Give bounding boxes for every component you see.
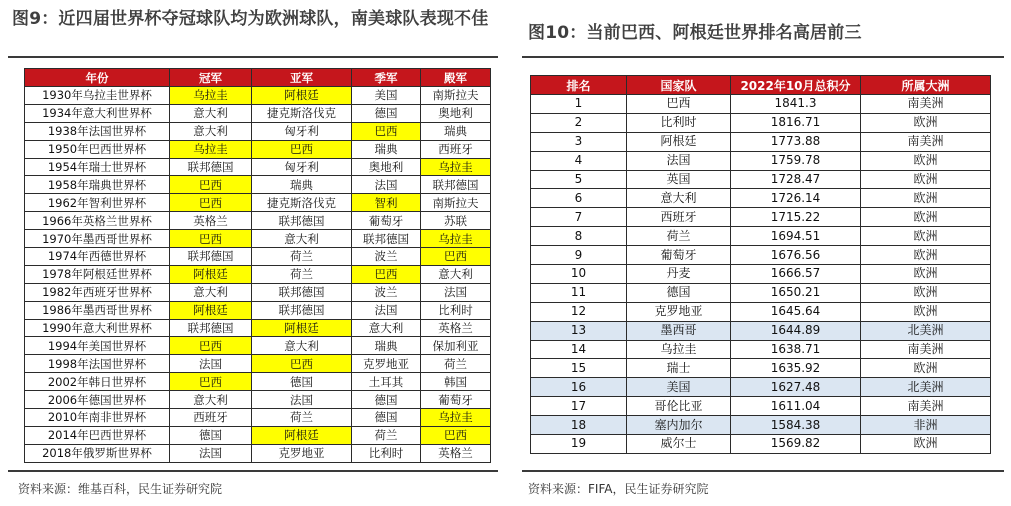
- table-cell: 6: [531, 189, 627, 208]
- table-cell: 11: [531, 283, 627, 302]
- table-cell: 葡萄牙: [627, 246, 731, 265]
- table-cell: 墨西哥: [627, 321, 731, 340]
- table-cell: 德国: [352, 391, 421, 409]
- table-cell: 1934年意大利世界杯: [25, 104, 170, 122]
- fifa-ranking-table: [530, 75, 991, 454]
- table-cell: 欧洲: [861, 359, 991, 378]
- table-cell: 欧洲: [861, 113, 991, 132]
- table-cell: 联邦德国: [252, 212, 352, 230]
- table-cell: 1773.88: [731, 132, 861, 151]
- table-row: [531, 359, 991, 378]
- table-row: [531, 227, 991, 246]
- table-cell: 捷克斯洛伐克: [252, 104, 352, 122]
- table-cell: 1611.04: [731, 397, 861, 416]
- top-divider: [522, 56, 1004, 58]
- table-cell: 1958年瑞典世界杯: [25, 176, 170, 194]
- table-row: [25, 373, 491, 391]
- table-cell: 意大利: [352, 319, 421, 337]
- table-cell: 5: [531, 170, 627, 189]
- column-header: 冠军: [170, 69, 252, 87]
- column-header: 2022年10月总积分: [731, 76, 861, 95]
- table-header-row: [531, 76, 991, 95]
- table-cell: 塞内加尔: [627, 416, 731, 435]
- table-row: [25, 104, 491, 122]
- table-cell: 17: [531, 397, 627, 416]
- table-cell: 意大利: [627, 189, 731, 208]
- table-cell: 联邦德国: [421, 176, 491, 194]
- table-row: [531, 435, 991, 454]
- table-cell: 法国: [252, 391, 352, 409]
- table-cell: 南美洲: [861, 132, 991, 151]
- table-cell: 联邦德国: [170, 319, 252, 337]
- table-cell: 欧洲: [861, 208, 991, 227]
- table-cell: 英国: [627, 170, 731, 189]
- table-cell: 瑞典: [252, 176, 352, 194]
- table-cell: 荷兰: [421, 355, 491, 373]
- column-header: 国家队: [627, 76, 731, 95]
- table-cell: 葡萄牙: [352, 212, 421, 230]
- bottom-divider: [522, 470, 1004, 472]
- table-cell: 1638.71: [731, 340, 861, 359]
- column-header: 所属大洲: [861, 76, 991, 95]
- table-cell: 瑞典: [352, 337, 421, 355]
- table-cell: 法国: [352, 176, 421, 194]
- table-cell: 3: [531, 132, 627, 151]
- table-row: [25, 230, 491, 248]
- table-cell: 8: [531, 227, 627, 246]
- table-row: [25, 87, 491, 105]
- table-cell: 法国: [627, 151, 731, 170]
- table-cell: 巴西: [352, 265, 421, 283]
- table-cell: 1569.82: [731, 435, 861, 454]
- table-cell: 1728.47: [731, 170, 861, 189]
- table-cell: 14: [531, 340, 627, 359]
- table-cell: 2014年巴西世界杯: [25, 426, 170, 444]
- table-cell: 奥地利: [352, 158, 421, 176]
- table-row: [531, 170, 991, 189]
- table-cell: 美国: [627, 378, 731, 397]
- table-cell: 阿根廷: [252, 319, 352, 337]
- table-cell: 1816.71: [731, 113, 861, 132]
- table-cell: 南美洲: [861, 95, 991, 114]
- table-cell: 1694.51: [731, 227, 861, 246]
- table-cell: 1938年法国世界杯: [25, 122, 170, 140]
- table-cell: 克罗地亚: [252, 444, 352, 462]
- table-cell: 1990年意大利世界杯: [25, 319, 170, 337]
- table-cell: 波兰: [352, 283, 421, 301]
- table-cell: 巴西: [170, 337, 252, 355]
- table-cell: 匈牙利: [252, 122, 352, 140]
- table-cell: 13: [531, 321, 627, 340]
- table-cell: 16: [531, 378, 627, 397]
- table-cell: 北美洲: [861, 378, 991, 397]
- table-row: [25, 140, 491, 158]
- table-cell: 巴西: [352, 122, 421, 140]
- table-row: [531, 151, 991, 170]
- table-cell: 南斯拉夫: [421, 87, 491, 105]
- table-cell: 意大利: [170, 104, 252, 122]
- table-row: [25, 319, 491, 337]
- table-row: [25, 283, 491, 301]
- column-header: 季军: [352, 69, 421, 87]
- table-row: [531, 265, 991, 284]
- table-cell: 乌拉圭: [421, 158, 491, 176]
- table-cell: 1: [531, 95, 627, 114]
- table-row: [531, 378, 991, 397]
- table-row: [25, 355, 491, 373]
- table-cell: 意大利: [252, 337, 352, 355]
- table-cell: 巴西: [170, 230, 252, 248]
- table-cell: 荷兰: [352, 426, 421, 444]
- table-cell: 德国: [252, 373, 352, 391]
- table-cell: 比利时: [352, 444, 421, 462]
- table-cell: 意大利: [421, 265, 491, 283]
- table-cell: 德国: [627, 283, 731, 302]
- table-cell: 10: [531, 265, 627, 284]
- table-row: [25, 444, 491, 462]
- column-header: 排名: [531, 76, 627, 95]
- table-cell: 1676.56: [731, 246, 861, 265]
- table-cell: 威尔士: [627, 435, 731, 454]
- table-cell: 荷兰: [627, 227, 731, 246]
- table-cell: 1635.92: [731, 359, 861, 378]
- table-cell: 西班牙: [627, 208, 731, 227]
- table-cell: 联邦德国: [170, 248, 252, 266]
- table-cell: 阿根廷: [252, 87, 352, 105]
- table-cell: 欧洲: [861, 265, 991, 284]
- table-row: [25, 212, 491, 230]
- table-cell: 1954年瑞士世界杯: [25, 158, 170, 176]
- table-cell: 比利时: [421, 301, 491, 319]
- table-cell: 乌拉圭: [627, 340, 731, 359]
- table-cell: 15: [531, 359, 627, 378]
- table-cell: 1650.21: [731, 283, 861, 302]
- table-cell: 荷兰: [252, 409, 352, 427]
- table-cell: 意大利: [170, 391, 252, 409]
- table-cell: 1994年美国世界杯: [25, 337, 170, 355]
- table-cell: 欧洲: [861, 435, 991, 454]
- figure-9-title: 图9：近四届世界杯夺冠球队均为欧洲球队，南美球队表现不佳: [12, 9, 489, 29]
- table-cell: 1962年智利世界杯: [25, 194, 170, 212]
- table-cell: 联邦德国: [252, 301, 352, 319]
- table-cell: 1666.57: [731, 265, 861, 284]
- table-row: [531, 340, 991, 359]
- table-cell: 欧洲: [861, 283, 991, 302]
- table-cell: 7: [531, 208, 627, 227]
- table-row: [531, 246, 991, 265]
- table-cell: 欧洲: [861, 189, 991, 208]
- source-note: 资料来源：FIFA，民生证券研究院: [528, 482, 709, 496]
- table-cell: 奥地利: [421, 104, 491, 122]
- table-cell: 1966年英格兰世界杯: [25, 212, 170, 230]
- table-cell: 欧洲: [861, 302, 991, 321]
- table-cell: 9: [531, 246, 627, 265]
- table-header-row: [25, 69, 491, 87]
- table-cell: 欧洲: [861, 227, 991, 246]
- column-header: 年份: [25, 69, 170, 87]
- table-cell: 18: [531, 416, 627, 435]
- table-cell: 丹麦: [627, 265, 731, 284]
- table-cell: 波兰: [352, 248, 421, 266]
- table-cell: 1998年法国世界杯: [25, 355, 170, 373]
- table-cell: 1759.78: [731, 151, 861, 170]
- table-cell: 意大利: [170, 283, 252, 301]
- table-cell: 巴西: [252, 355, 352, 373]
- table-row: [25, 265, 491, 283]
- table-cell: 捷克斯洛伐克: [252, 194, 352, 212]
- table-cell: 美国: [352, 87, 421, 105]
- table-row: [25, 426, 491, 444]
- table-cell: 克罗地亚: [627, 302, 731, 321]
- table-cell: 联邦德国: [352, 230, 421, 248]
- table-cell: 保加利亚: [421, 337, 491, 355]
- table-cell: 巴西: [421, 248, 491, 266]
- table-cell: 1978年阿根廷世界杯: [25, 265, 170, 283]
- table-row: [25, 248, 491, 266]
- world-cup-results-table: [24, 68, 491, 463]
- table-cell: 西班牙: [421, 140, 491, 158]
- table-cell: 德国: [352, 104, 421, 122]
- table-cell: 匈牙利: [252, 158, 352, 176]
- table-cell: 1726.14: [731, 189, 861, 208]
- table-row: [25, 301, 491, 319]
- table-cell: 乌拉圭: [170, 140, 252, 158]
- table-cell: 1930年乌拉圭世界杯: [25, 87, 170, 105]
- table-cell: 2002年韩日世界杯: [25, 373, 170, 391]
- table-cell: 阿根廷: [252, 426, 352, 444]
- table-cell: 2006年德国世界杯: [25, 391, 170, 409]
- table-cell: 巴西: [252, 140, 352, 158]
- table-cell: 德国: [170, 426, 252, 444]
- table-row: [531, 113, 991, 132]
- table-cell: 1950年巴西世界杯: [25, 140, 170, 158]
- table-cell: 西班牙: [170, 409, 252, 427]
- table-row: [25, 391, 491, 409]
- table-row: [531, 283, 991, 302]
- table-cell: 荷兰: [252, 248, 352, 266]
- table-cell: 2010年南非世界杯: [25, 409, 170, 427]
- table-cell: 克罗地亚: [352, 355, 421, 373]
- table-row: [25, 176, 491, 194]
- table-cell: 英格兰: [170, 212, 252, 230]
- table-cell: 1645.64: [731, 302, 861, 321]
- table-cell: 法国: [170, 444, 252, 462]
- table-cell: 北美洲: [861, 321, 991, 340]
- table-cell: 欧洲: [861, 246, 991, 265]
- table-cell: 意大利: [170, 122, 252, 140]
- table-cell: 1627.48: [731, 378, 861, 397]
- table-row: [531, 189, 991, 208]
- table-row: [531, 397, 991, 416]
- table-cell: 土耳其: [352, 373, 421, 391]
- table-cell: 巴西: [170, 194, 252, 212]
- table-cell: 2018年俄罗斯世界杯: [25, 444, 170, 462]
- table-cell: 2: [531, 113, 627, 132]
- table-row: [531, 416, 991, 435]
- table-row: [25, 409, 491, 427]
- table-cell: 苏联: [421, 212, 491, 230]
- table-cell: 1974年西德世界杯: [25, 248, 170, 266]
- table-cell: 韩国: [421, 373, 491, 391]
- table-cell: 4: [531, 151, 627, 170]
- table-cell: 19: [531, 435, 627, 454]
- table-cell: 瑞典: [352, 140, 421, 158]
- table-cell: 法国: [170, 355, 252, 373]
- table-cell: 瑞典: [421, 122, 491, 140]
- table-cell: 荷兰: [252, 265, 352, 283]
- top-divider: [8, 56, 498, 58]
- table-cell: 阿根廷: [627, 132, 731, 151]
- table-cell: 巴西: [170, 176, 252, 194]
- table-cell: 英格兰: [421, 319, 491, 337]
- table-cell: 联邦德国: [170, 158, 252, 176]
- table-cell: 南美洲: [861, 340, 991, 359]
- table-cell: 智利: [352, 194, 421, 212]
- table-cell: 英格兰: [421, 444, 491, 462]
- table-cell: 联邦德国: [252, 283, 352, 301]
- table-row: [25, 194, 491, 212]
- column-header: 殿军: [421, 69, 491, 87]
- table-cell: 巴西: [627, 95, 731, 114]
- table-cell: 乌拉圭: [170, 87, 252, 105]
- table-cell: 1644.89: [731, 321, 861, 340]
- table-cell: 南美洲: [861, 397, 991, 416]
- table-cell: 比利时: [627, 113, 731, 132]
- table-row: [25, 158, 491, 176]
- table-cell: 哥伦比亚: [627, 397, 731, 416]
- table-row: [531, 132, 991, 151]
- bottom-divider: [8, 470, 498, 472]
- source-note: 资料来源：维基百科，民生证券研究院: [18, 482, 223, 496]
- table-cell: 意大利: [252, 230, 352, 248]
- table-cell: 巴西: [421, 426, 491, 444]
- table-cell: 1715.22: [731, 208, 861, 227]
- table-cell: 阿根廷: [170, 301, 252, 319]
- table-cell: 1986年墨西哥世界杯: [25, 301, 170, 319]
- table-cell: 1970年墨西哥世界杯: [25, 230, 170, 248]
- table-row: [531, 321, 991, 340]
- table-cell: 巴西: [170, 373, 252, 391]
- table-cell: 乌拉圭: [421, 409, 491, 427]
- table-row: [531, 95, 991, 114]
- table-cell: 12: [531, 302, 627, 321]
- table-cell: 欧洲: [861, 151, 991, 170]
- table-cell: 德国: [352, 409, 421, 427]
- table-row: [531, 208, 991, 227]
- figure-10-title: 图10：当前巴西、阿根廷世界排名高居前三: [528, 23, 862, 43]
- table-cell: 葡萄牙: [421, 391, 491, 409]
- table-cell: 欧洲: [861, 170, 991, 189]
- table-cell: 1584.38: [731, 416, 861, 435]
- column-header: 亚军: [252, 69, 352, 87]
- table-cell: 1841.3: [731, 95, 861, 114]
- table-cell: 乌拉圭: [421, 230, 491, 248]
- table-cell: 阿根廷: [170, 265, 252, 283]
- table-row: [531, 302, 991, 321]
- table-cell: 非洲: [861, 416, 991, 435]
- table-row: [25, 337, 491, 355]
- table-cell: 法国: [421, 283, 491, 301]
- table-cell: 瑞士: [627, 359, 731, 378]
- table-cell: 1982年西班牙世界杯: [25, 283, 170, 301]
- table-row: [25, 122, 491, 140]
- table-cell: 南斯拉夫: [421, 194, 491, 212]
- table-cell: 法国: [352, 301, 421, 319]
